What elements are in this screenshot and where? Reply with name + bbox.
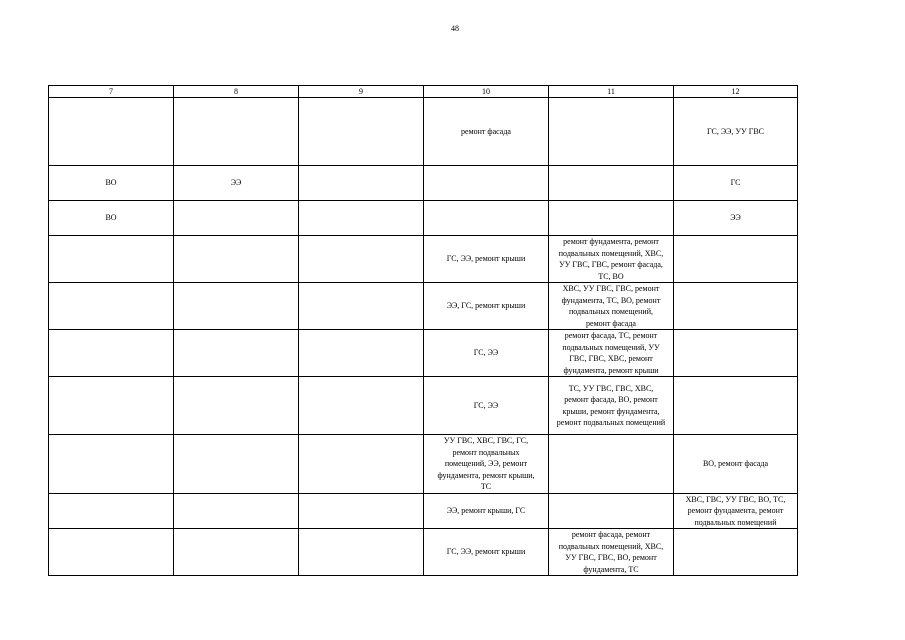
table-cell: ЭЭ, ГС, ремонт крыши [424, 283, 549, 330]
column-header: 11 [549, 86, 674, 98]
table-cell [549, 435, 674, 494]
table-cell: ХВС, ГВС, УУ ГВС, ВО, ТС, ремонт фундамента, ремонт подвальных помещений [674, 493, 798, 529]
table-cell [49, 377, 174, 435]
table-cell [549, 201, 674, 236]
table-cell [299, 201, 424, 236]
table-cell [49, 435, 174, 494]
table-cell [174, 435, 299, 494]
table-cell [174, 201, 299, 236]
table-cell: ремонт фасада, ремонт подвальных помещений, ХВС, УУ ГВС, ГВС, ВО, ремонт фундамента, ТС [549, 529, 674, 576]
table-cell [49, 330, 174, 377]
table-row [49, 529, 798, 576]
table-cell: ремонт фундамента, ремонт подвальных помещений, ХВС, УУ ГВС, ГВС, ремонт фасада, ТС, ВО [549, 236, 674, 283]
table-cell [674, 283, 798, 330]
table-cell: ГС, ЭЭ, ремонт крыши [424, 529, 549, 576]
table-row [49, 435, 798, 494]
table-cell [299, 377, 424, 435]
table-cell [299, 283, 424, 330]
column-header: 12 [674, 86, 798, 98]
table-row [49, 166, 798, 201]
table-cell [174, 236, 299, 283]
table-cell [299, 493, 424, 529]
table-cell: ХВС, УУ ГВС, ГВС, ремонт фундамента, ТС, ВО, ремонт подвальных помещений, ремонт фасада [549, 283, 674, 330]
table-cell: ГС, ЭЭ [424, 330, 549, 377]
table-cell [674, 236, 798, 283]
column-header: 9 [299, 86, 424, 98]
table-cell [174, 283, 299, 330]
page-number: 48 [451, 24, 459, 33]
table-cell [299, 330, 424, 377]
table-cell: ГС, ЭЭ, УУ ГВС [674, 98, 798, 166]
table-cell [424, 201, 549, 236]
table-cell [299, 236, 424, 283]
table-cell: ремонт фасада, ТС, ремонт подвальных помещений, УУ ГВС, ГВС, ХВС, ремонт фундамента, ремонт крыши [549, 330, 674, 377]
table-header-row [49, 86, 798, 98]
table-cell [49, 283, 174, 330]
table-cell: ЭЭ [674, 201, 798, 236]
table-cell [299, 98, 424, 166]
table-row [49, 201, 798, 236]
table-cell: ТС, УУ ГВС, ГВС, ХВС, ремонт фасада, ВО, ремонт крыши, ремонт фундамента, ремонт подвальных помещений [549, 377, 674, 435]
table-cell: ВО, ремонт фасада [674, 435, 798, 494]
table-cell [549, 493, 674, 529]
table-cell: ГС [674, 166, 798, 201]
column-header: 10 [424, 86, 549, 98]
table-cell [299, 529, 424, 576]
column-header: 7 [49, 86, 174, 98]
table-cell: ГС, ЭЭ [424, 377, 549, 435]
table-cell [49, 98, 174, 166]
table-row [49, 330, 798, 377]
table-cell [174, 330, 299, 377]
table-cell: ЭЭ [174, 166, 299, 201]
table-cell: ВО [49, 166, 174, 201]
table-cell [674, 377, 798, 435]
table-cell [174, 377, 299, 435]
table-cell: ГС, ЭЭ, ремонт крыши [424, 236, 549, 283]
table-cell [424, 166, 549, 201]
table-row [49, 236, 798, 283]
table-cell: ЭЭ, ремонт крыши, ГС [424, 493, 549, 529]
table-cell [174, 529, 299, 576]
table-cell: УУ ГВС, ХВС, ГВС, ГС, ремонт подвальных помещений, ЭЭ, ремонт фундамента, ремонт крыши, ТС [424, 435, 549, 494]
table-cell [49, 529, 174, 576]
table-cell [174, 98, 299, 166]
table-cell: ремонт фасада [424, 98, 549, 166]
table-cell [549, 166, 674, 201]
table-row [49, 98, 798, 166]
table-cell [299, 166, 424, 201]
table-row [49, 283, 798, 330]
table-cell [674, 529, 798, 576]
data-table [48, 85, 798, 576]
column-header: 8 [174, 86, 299, 98]
table-cell [299, 435, 424, 494]
table-row [49, 377, 798, 435]
table-cell [49, 493, 174, 529]
table-cell [174, 493, 299, 529]
table-row [49, 493, 798, 529]
table-cell: ВО [49, 201, 174, 236]
table-cell [674, 330, 798, 377]
table-cell [49, 236, 174, 283]
table-cell [549, 98, 674, 166]
